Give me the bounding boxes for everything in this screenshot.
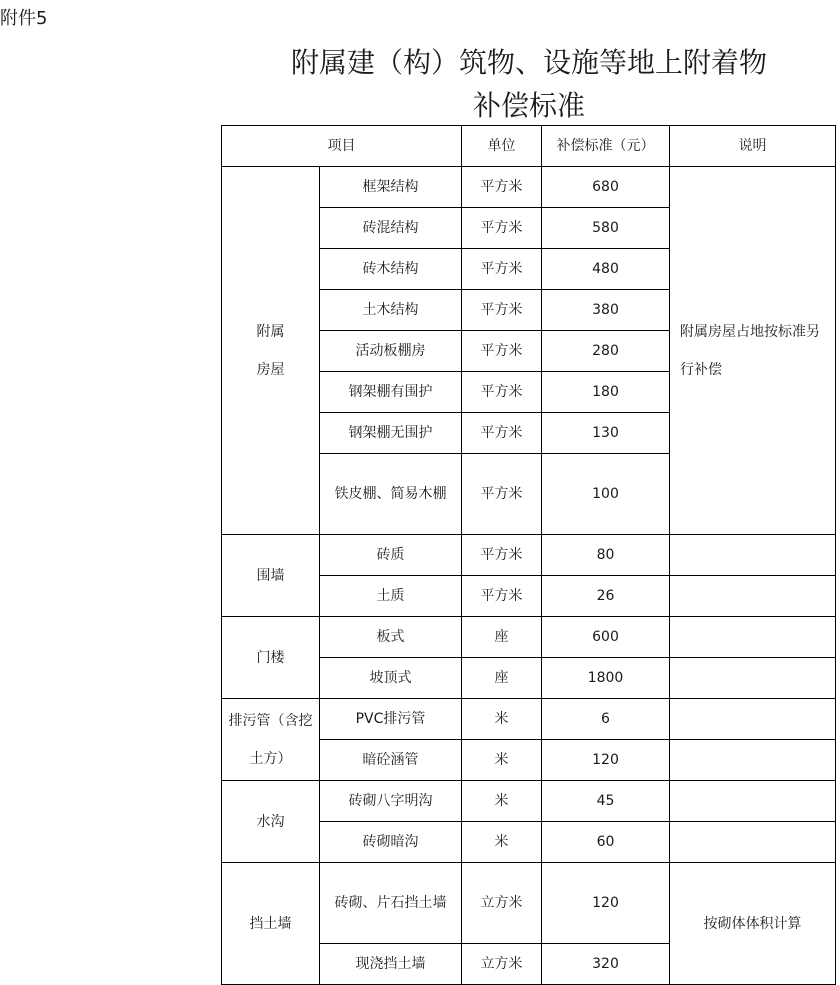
item-name: 暗砼涵管	[320, 740, 462, 781]
item-unit: 平方米	[462, 331, 542, 372]
item-name: 钢架棚有围护	[320, 372, 462, 413]
item-unit: 平方米	[462, 208, 542, 249]
table-row	[222, 617, 836, 658]
item-name: 坡顶式	[320, 658, 462, 699]
note-empty	[670, 740, 836, 781]
table-row	[222, 699, 836, 740]
item-name: 铁皮棚、简易木棚	[320, 454, 462, 535]
item-unit: 平方米	[462, 167, 542, 208]
item-value: 60	[542, 822, 670, 863]
item-value: 45	[542, 781, 670, 822]
item-value: 680	[542, 167, 670, 208]
group-label-wall: 围墙	[222, 535, 320, 617]
note-empty	[670, 535, 836, 576]
item-value: 320	[542, 944, 670, 985]
item-value: 100	[542, 454, 670, 535]
item-unit: 立方米	[462, 944, 542, 985]
item-unit: 座	[462, 658, 542, 699]
note-empty	[670, 617, 836, 658]
item-value: 580	[542, 208, 670, 249]
item-name: 砖混结构	[320, 208, 462, 249]
item-value: 180	[542, 372, 670, 413]
note-retaining: 按砌体体积计算	[670, 863, 836, 985]
note-empty	[670, 781, 836, 822]
item-unit: 米	[462, 699, 542, 740]
item-value: 80	[542, 535, 670, 576]
header-unit: 单位	[462, 126, 542, 167]
item-value: 130	[542, 413, 670, 454]
item-unit: 平方米	[462, 413, 542, 454]
item-name: 板式	[320, 617, 462, 658]
group-label-house: 附属房屋	[222, 167, 320, 535]
item-name: 土质	[320, 576, 462, 617]
item-name: PVC排污管	[320, 699, 462, 740]
table-row	[222, 167, 836, 208]
item-unit: 米	[462, 822, 542, 863]
item-unit: 平方米	[462, 576, 542, 617]
item-unit: 米	[462, 740, 542, 781]
item-name: 活动板棚房	[320, 331, 462, 372]
table-row	[222, 781, 836, 822]
note-empty	[670, 822, 836, 863]
item-unit: 平方米	[462, 535, 542, 576]
item-name: 砖木结构	[320, 249, 462, 290]
item-value: 120	[542, 863, 670, 944]
note-house: 附属房屋占地按标准另行补偿	[670, 167, 836, 535]
item-name: 砖质	[320, 535, 462, 576]
page-subtitle: 补偿标准	[472, 89, 585, 122]
header-note: 说明	[670, 126, 836, 167]
item-unit: 立方米	[462, 863, 542, 944]
header-standard: 补偿标准（元）	[542, 126, 670, 167]
item-unit: 米	[462, 781, 542, 822]
item-value: 480	[542, 249, 670, 290]
item-name: 土木结构	[320, 290, 462, 331]
note-empty	[670, 576, 836, 617]
item-value: 26	[542, 576, 670, 617]
item-name: 砖砌八字明沟	[320, 781, 462, 822]
item-name: 钢架棚无围护	[320, 413, 462, 454]
item-name: 砖砌暗沟	[320, 822, 462, 863]
item-value: 380	[542, 290, 670, 331]
item-name: 框架结构	[320, 167, 462, 208]
item-name: 现浇挡土墙	[320, 944, 462, 985]
table-row	[222, 863, 836, 944]
group-label-retaining: 挡土墙	[222, 863, 320, 985]
note-empty	[670, 699, 836, 740]
item-value: 280	[542, 331, 670, 372]
item-value: 120	[542, 740, 670, 781]
compensation-table	[221, 125, 836, 985]
header-item: 项目	[222, 126, 462, 167]
table-row	[222, 535, 836, 576]
item-unit: 座	[462, 617, 542, 658]
item-unit: 平方米	[462, 249, 542, 290]
group-label-ditch: 水沟	[222, 781, 320, 863]
item-name: 砖砌、片石挡土墙	[320, 863, 462, 944]
item-value: 1800	[542, 658, 670, 699]
table-header-row	[222, 126, 836, 167]
note-empty	[670, 658, 836, 699]
page-title: 附属建（构）筑物、设施等地上附着物	[290, 46, 767, 79]
item-unit: 平方米	[462, 372, 542, 413]
attachment-label: 附件5	[0, 8, 48, 29]
item-value: 6	[542, 699, 670, 740]
item-unit: 平方米	[462, 454, 542, 535]
group-label-gate: 门楼	[222, 617, 320, 699]
item-value: 600	[542, 617, 670, 658]
group-label-sewer: 排污管（含挖土方）	[222, 699, 320, 781]
item-unit: 平方米	[462, 290, 542, 331]
